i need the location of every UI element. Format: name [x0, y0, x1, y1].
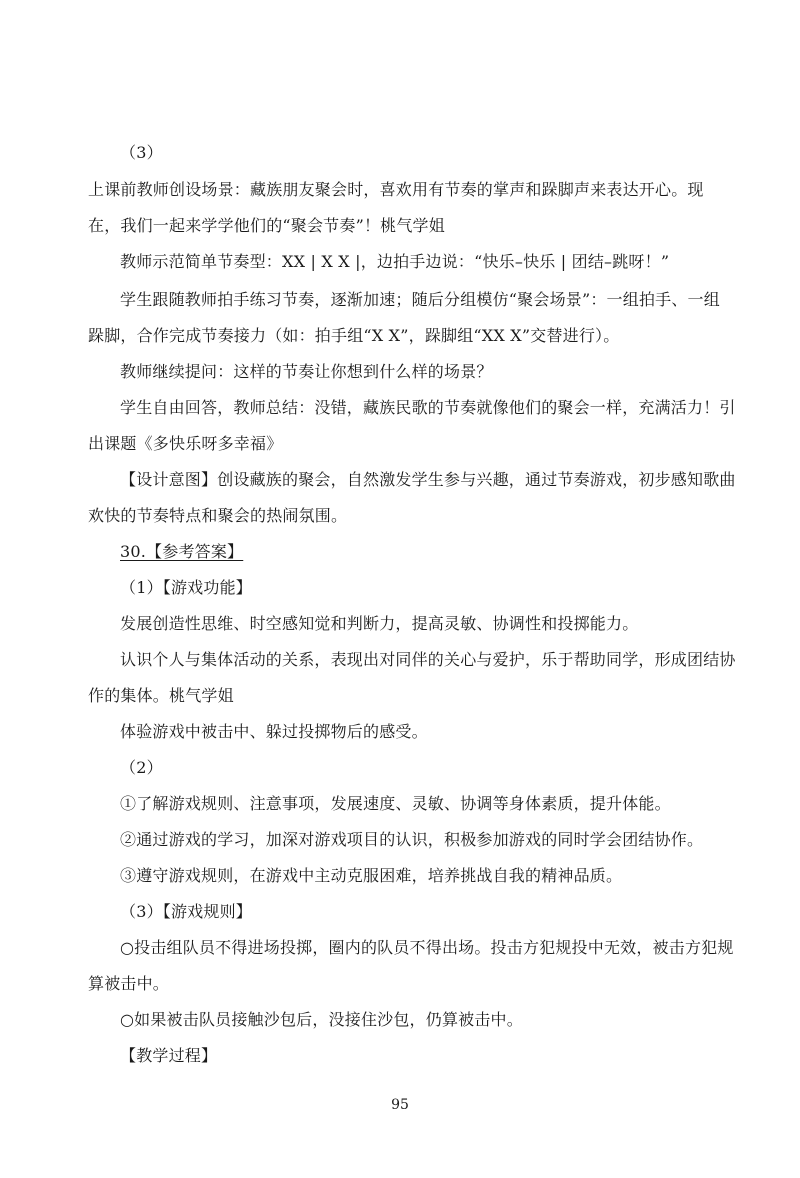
paragraph-line: 上课前教师创设场景：藏族朋友聚会时，喜欢用有节奏的掌声和跺脚声来表达开心。现: [88, 180, 704, 199]
paragraph-line: 发展创造性思维、时空感知觉和判断力，提高灵敏、协调性和投掷能力。: [120, 614, 639, 633]
list-item: ②通过游戏的学习，加深对游戏项目的认识，积极参加游戏的同时学会团结协作。: [120, 830, 704, 849]
paragraph-line: 教师继续提问：这样的节奏让你想到什么样的场景？: [120, 362, 493, 381]
subsection-heading: （3）【游戏规则】: [120, 902, 252, 921]
subsection-heading: （2）: [120, 758, 163, 777]
paragraph-line: 在，我们一起来学学他们的“聚会节奏”！桃气学姐: [88, 216, 445, 235]
teaching-process-heading: 【教学过程】: [120, 1046, 218, 1065]
list-item: ③遵守游戏规则，在游戏中主动克服困难，培养挑战自我的精神品质。: [120, 866, 623, 885]
rule-item: ○如果被击队员接触沙包后，没接住沙包，仍算被击中。: [120, 1010, 523, 1029]
paragraph-line: 认识个人与集体活动的关系，表现出对同伴的关心与爱护，乐于帮助同学，形成团结协: [120, 650, 736, 669]
section-3-heading: （3）: [120, 143, 163, 162]
paragraph-line: 学生自由回答，教师总结：没错，藏族民歌的节奏就像他们的聚会一样，充满活力！引: [120, 398, 736, 417]
paragraph-line: 作的集体。桃气学姐: [88, 686, 234, 705]
paragraph-line: 教师示范简单节奏型：XX | X X |，边拍手边说：“快乐–快乐 | 团结–跳呀！”: [120, 252, 670, 271]
paragraph-line: 出课题《多快乐呀多幸福》: [88, 434, 283, 453]
rule-item: 算被击中。: [88, 974, 170, 993]
rule-item: ○投击组队员不得进场投掷，圈内的队员不得出场。投击方犯规投中无效，被击方犯规: [120, 938, 734, 957]
design-intent-line: 欢快的节奏特点和聚会的热闹氛围。: [88, 506, 348, 525]
page-number: 95: [391, 1097, 409, 1113]
design-intent-line: 【设计意图】创设藏族的聚会，自然激发学生参与兴趣，通过节奏游戏，初步感知歌曲: [120, 470, 736, 489]
paragraph-line: 跺脚，合作完成节奏接力（如：拍手组“X X”，跺脚组“XX X”交替进行）。: [88, 326, 620, 345]
subsection-heading: （1）【游戏功能】: [120, 578, 252, 597]
paragraph-line: 体验游戏中被击中、躲过投掷物后的感受。: [120, 722, 428, 741]
paragraph-line: 学生跟随教师拍手练习节奏，逐渐加速；随后分组模仿“聚会场景”：一组拍手、一组: [120, 290, 720, 309]
answer-30-heading: 30.【参考答案】: [120, 542, 244, 561]
list-item: ①了解游戏规则、注意事项，发展速度、灵敏、协调等身体素质，提升体能。: [120, 794, 671, 813]
